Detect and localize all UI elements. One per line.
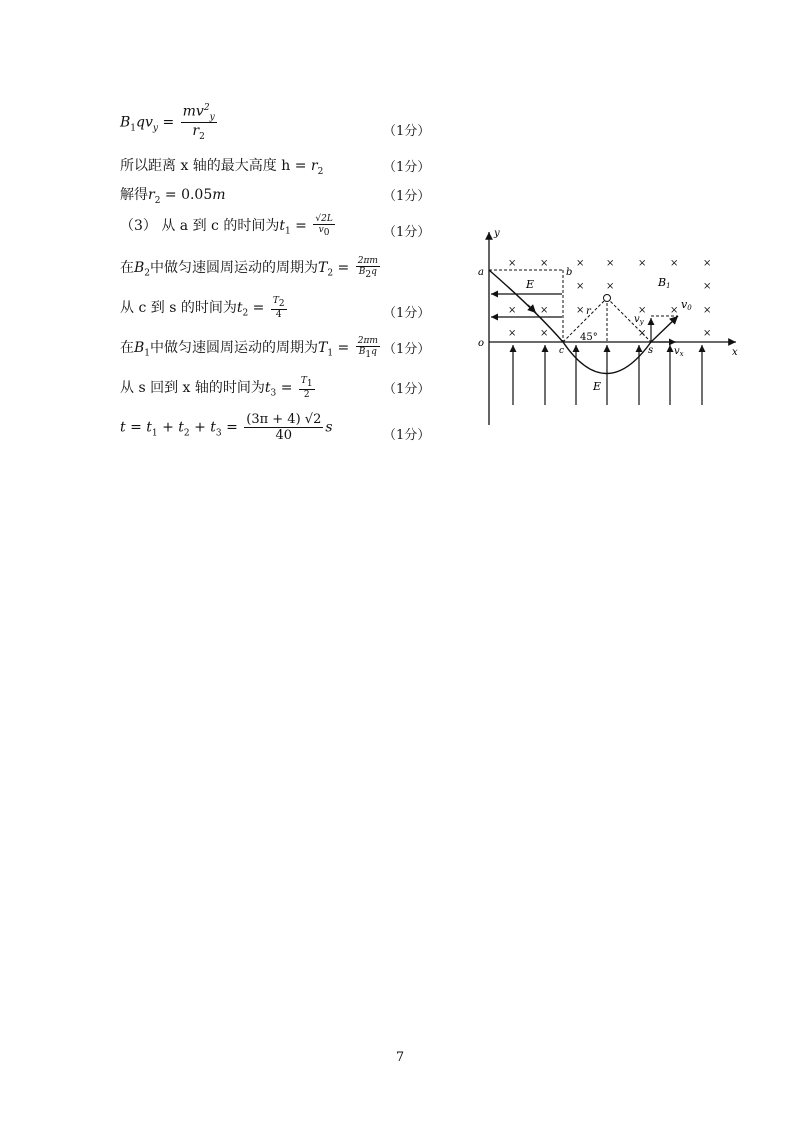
fraction: $\frac{T_2}{4}$ (272, 296, 285, 320)
x-axis-label: x (732, 347, 738, 358)
fraction: $\frac{T_1}{2}$ (300, 376, 313, 400)
cross: × (703, 305, 712, 316)
field-e-upper-label: E (526, 278, 535, 291)
cross: × (606, 258, 615, 269)
equation-5: 在$B_2$中做匀速圆周运动的周期为$T_2$ = $\frac{2\pi m}{B_2q}$ (120, 256, 378, 280)
cross: × (508, 305, 517, 316)
cross: × (606, 281, 615, 292)
equation-7: 在$B_1$中做匀速圆周运动的周期为$T_1$ = $\frac{2\pi m}{B_1q}$ (120, 336, 378, 360)
cross: × (703, 258, 712, 269)
equation-8: 从 s 回到 x 轴的时间为$t_3$ = $\frac{T_1}{2}$ (120, 376, 313, 400)
cross: × (508, 258, 517, 269)
equation-2: 所以距离 x 轴的最大高度 $h = r_2$ (120, 158, 324, 177)
radius-label: r (586, 306, 591, 317)
fraction: $\frac{(3\pi + 4) √2}{40}$ (246, 412, 322, 443)
cross: × (670, 305, 679, 316)
cross: × (638, 305, 647, 316)
cross: × (670, 258, 679, 269)
equation-6: 从 c 到 s 的时间为$t_2$ = $\frac{T_2}{4}$ (120, 296, 285, 320)
cross: × (576, 258, 585, 269)
fraction: $\frac{2\pi m}{B_1q}$ (357, 336, 378, 360)
equation-3: 解得$r_2 = 0.05m$ (120, 187, 226, 206)
fraction: $\frac{mv^2_y}{r_2}$ (182, 103, 215, 143)
cross: × (638, 328, 647, 339)
score-4: （1分） (383, 225, 431, 240)
score-1: （1分） (383, 124, 431, 139)
cross: × (540, 328, 549, 339)
point-s-label: s (648, 345, 654, 356)
score-8: （1分） (383, 382, 431, 397)
trajectory-arrow (528, 305, 536, 313)
equation-9: $t = t_1 + t_2 + t_3$ = $\frac{(3\pi + 4) √2}{40}$ s (120, 412, 333, 443)
cross: × (576, 281, 585, 292)
equation-1: $B_1qv_y$ = $\frac{mv^2_y}{r_2}$ (120, 103, 215, 143)
point-c-label: c (559, 346, 565, 356)
center-point (604, 295, 611, 302)
field-b1-label: B1 (658, 276, 671, 290)
cross: × (508, 328, 517, 339)
cross: × (638, 258, 647, 269)
field-e-lower-label: E (593, 380, 602, 393)
score-2: （1分） (383, 160, 431, 175)
cross: × (703, 328, 712, 339)
score-7: （1分） (383, 342, 431, 357)
score-6: （1分） (383, 306, 431, 321)
y-axis-label: y (494, 228, 500, 239)
cross: × (703, 281, 712, 292)
physics-diagram (470, 225, 740, 425)
cross: × (540, 305, 549, 316)
vx-label: $v_x$ (674, 346, 684, 358)
trajectory-up-arrow (651, 316, 678, 342)
score-3: （1分） (383, 189, 431, 204)
equation-4: （3） 从 a 到 c 的时间为$t_1$ = $\frac{√2L}{v_0}$ (120, 214, 333, 238)
page-number: 7 (395, 1050, 405, 1065)
point-b-label: b (566, 267, 573, 278)
vy-label: $v_y$ (634, 314, 644, 326)
fraction: $\frac{√2L}{v_0}$ (315, 214, 333, 238)
v0-label: v0 (681, 298, 692, 312)
angle-label: 45° (580, 332, 598, 343)
cross: × (576, 305, 585, 316)
origin-label: o (478, 338, 485, 349)
score-9: （1分） (383, 428, 431, 443)
cross: × (540, 258, 549, 269)
point-a-label: a (478, 267, 484, 278)
fraction: $\frac{2\pi m}{B_2q}$ (357, 256, 378, 280)
